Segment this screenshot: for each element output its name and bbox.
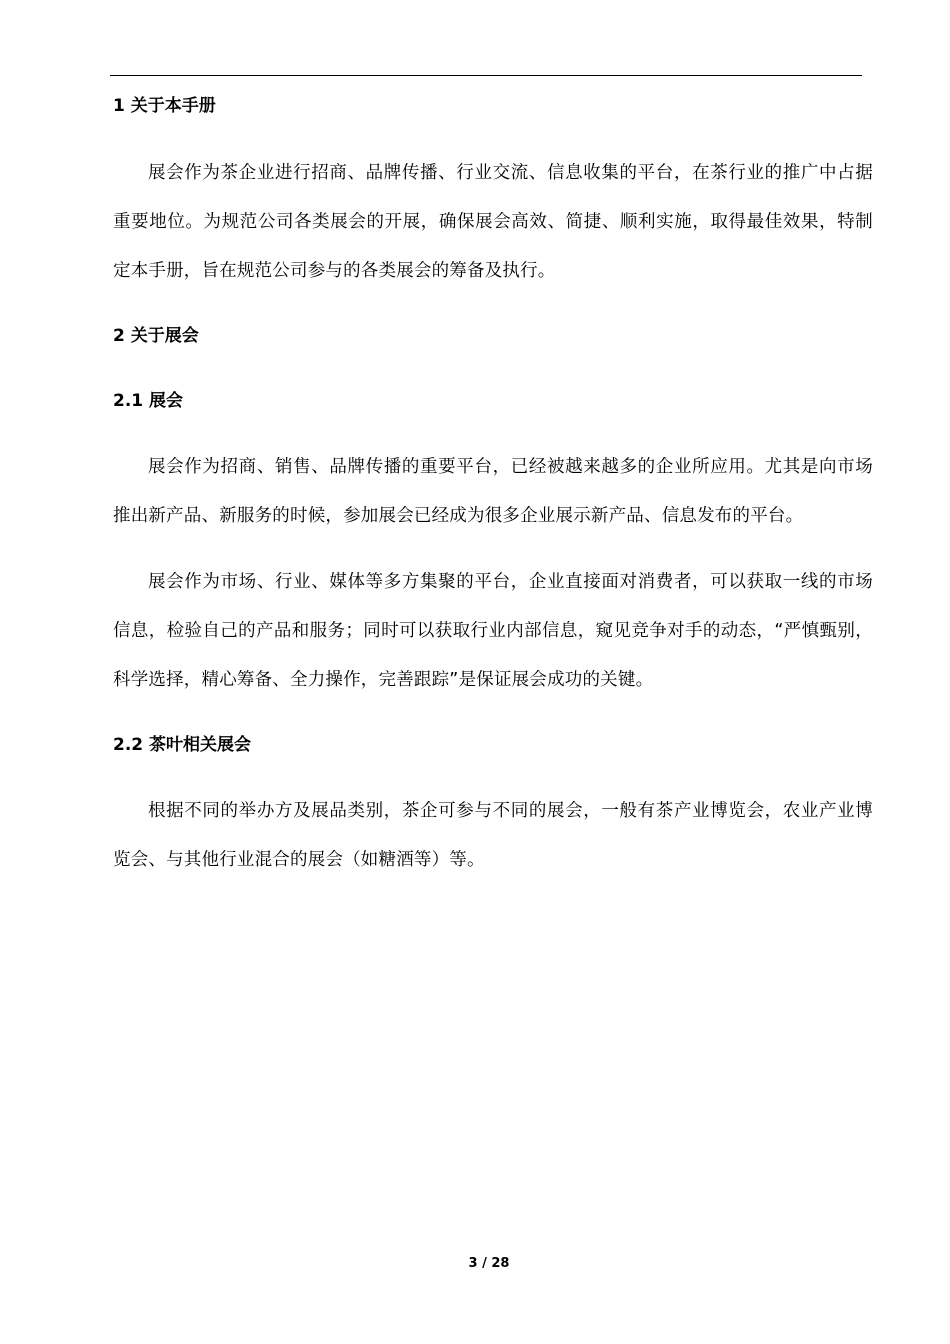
paragraph-about-manual: 展会作为茶企业进行招商、品牌传播、行业交流、信息收集的平台，在茶行业的推广中占据重要地位。为规范公司各类展会的开展，确保展会高效、简捷、顺利实施，取得最佳效果，特制定本手册，旨在规范公司参与的各类展会的筹备及执行。 (113, 163, 873, 281)
paragraph-exhibition-1: 展会作为招商、销售、品牌传播的重要平台，已经被越来越多的企业所应用。尤其是向市场推出新产品、新服务的时候，参加展会已经成为很多企业展示新产品、信息发布的平台。 (113, 457, 873, 526)
page-number: 3 / 28 (468, 1256, 510, 1271)
paragraph-tea-exhibitions: 根据不同的举办方及展品类别，茶企可参与不同的展会，一般有茶产业博览会，农业产业博览会、与其他行业混合的展会（如糖酒等）等。 (113, 801, 873, 870)
document-body (113, 83, 873, 885)
subsection-heading-exhibition: 2.1 展会 (113, 391, 184, 411)
header-rule (110, 75, 862, 76)
paragraph-exhibition-2: 展会作为市场、行业、媒体等多方集聚的平台，企业直接面对消费者，可以获取一线的市场信息，检验自己的产品和服务；同时可以获取行业内部信息，窥见竞争对手的动态，“严慎甄别，科学选择，精心筹备、全力操作，完善跟踪”是保证展会成功的关键。 (113, 572, 873, 690)
section-heading-about-exhibition: 2 关于展会 (113, 326, 199, 346)
section-heading-about-manual: 1 关于本手册 (113, 96, 216, 116)
subsection-heading-tea-exhibitions: 2.2 茶叶相关展会 (113, 735, 252, 755)
